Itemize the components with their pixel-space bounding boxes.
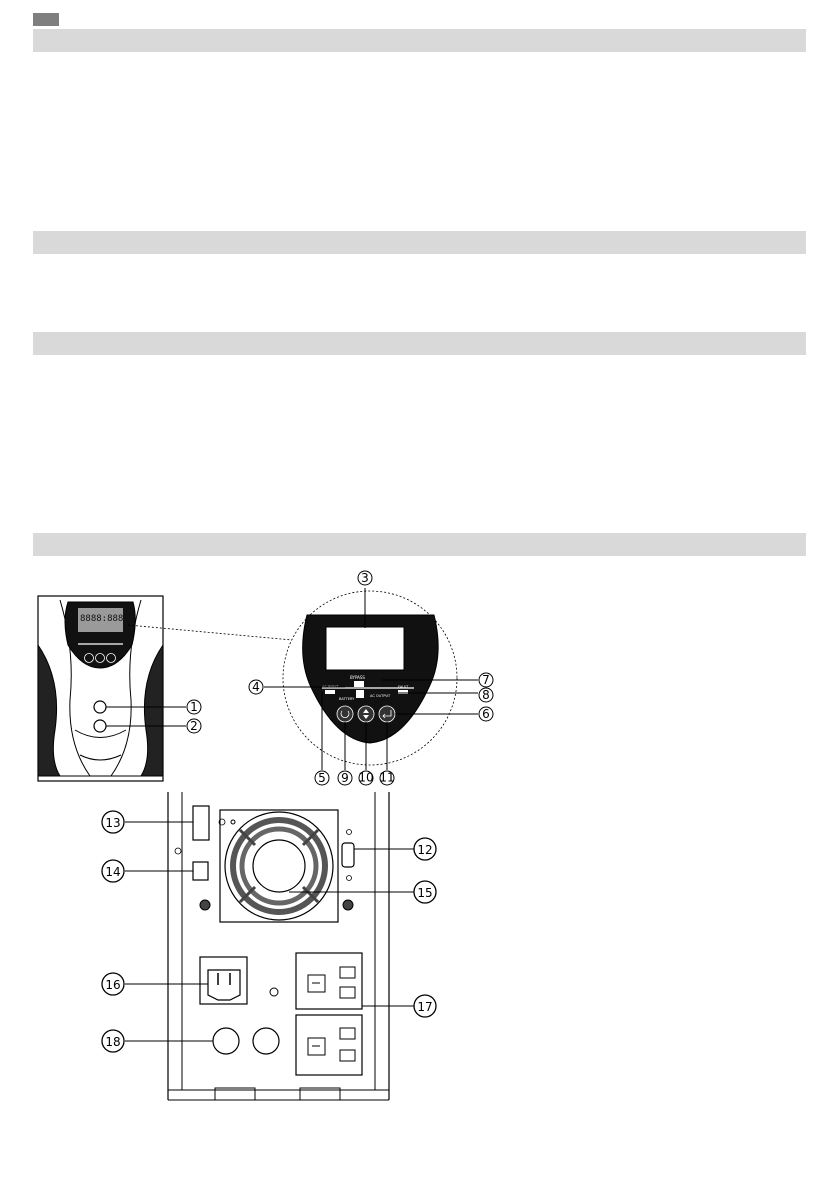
svg-text:9: 9	[341, 771, 349, 785]
callout-12	[414, 838, 436, 860]
ups-front-view	[38, 596, 186, 781]
svg-text:16: 16	[105, 978, 121, 992]
callout-18	[102, 1030, 124, 1052]
svg-text:17: 17	[417, 1000, 433, 1014]
callout-17	[414, 995, 436, 1017]
svg-text:12: 12	[417, 843, 433, 857]
svg-text:1: 1	[190, 700, 198, 714]
svg-text:18: 18	[105, 1035, 121, 1049]
label-ac-input: AC INPUT	[322, 685, 339, 689]
callout-10	[358, 771, 373, 786]
svg-text:6: 6	[482, 707, 490, 721]
front-lcd-text: 8888:888	[80, 614, 124, 624]
callout-2	[187, 719, 201, 733]
callout-8	[479, 688, 493, 702]
callout-16	[102, 973, 124, 995]
callout-6	[479, 707, 493, 721]
svg-text:3: 3	[361, 571, 369, 585]
svg-text:13: 13	[105, 816, 121, 830]
ups-rear-view	[168, 792, 389, 1100]
callout-13	[102, 811, 124, 833]
callout-9	[338, 771, 352, 785]
section-header-bar-1	[33, 29, 806, 52]
callout-7	[479, 673, 493, 687]
label-ac-output: AC OUTPUT	[370, 694, 391, 698]
page-tab-marker	[33, 13, 59, 26]
section-header-bar-3	[33, 332, 806, 355]
section-header-bar-4	[33, 533, 806, 556]
enter-button	[379, 706, 395, 722]
svg-text:4: 4	[252, 680, 260, 694]
power-button	[337, 706, 353, 722]
svg-text:15: 15	[417, 886, 433, 900]
callout-4	[249, 680, 263, 694]
svg-text:11: 11	[379, 770, 395, 785]
callout-11	[379, 771, 394, 786]
section-header-bar-2	[33, 231, 806, 254]
ups-diagram	[0, 560, 839, 1120]
scroll-button	[358, 706, 374, 722]
label-bypass: BYPASS	[350, 675, 365, 680]
label-battery: BATTERY	[339, 697, 355, 701]
svg-text:10: 10	[358, 770, 374, 785]
label-fault: FAULT	[398, 685, 409, 689]
callout-5	[315, 771, 329, 785]
svg-text:2: 2	[190, 719, 198, 733]
svg-text:7: 7	[482, 673, 490, 687]
callout-14	[102, 860, 124, 882]
control-panel-enlarged	[303, 615, 439, 743]
svg-text:14: 14	[105, 865, 121, 879]
callout-1	[187, 700, 201, 714]
callout-3	[358, 571, 372, 585]
svg-text:5: 5	[318, 771, 326, 785]
callout-15	[414, 881, 436, 903]
svg-text:8: 8	[482, 688, 490, 702]
